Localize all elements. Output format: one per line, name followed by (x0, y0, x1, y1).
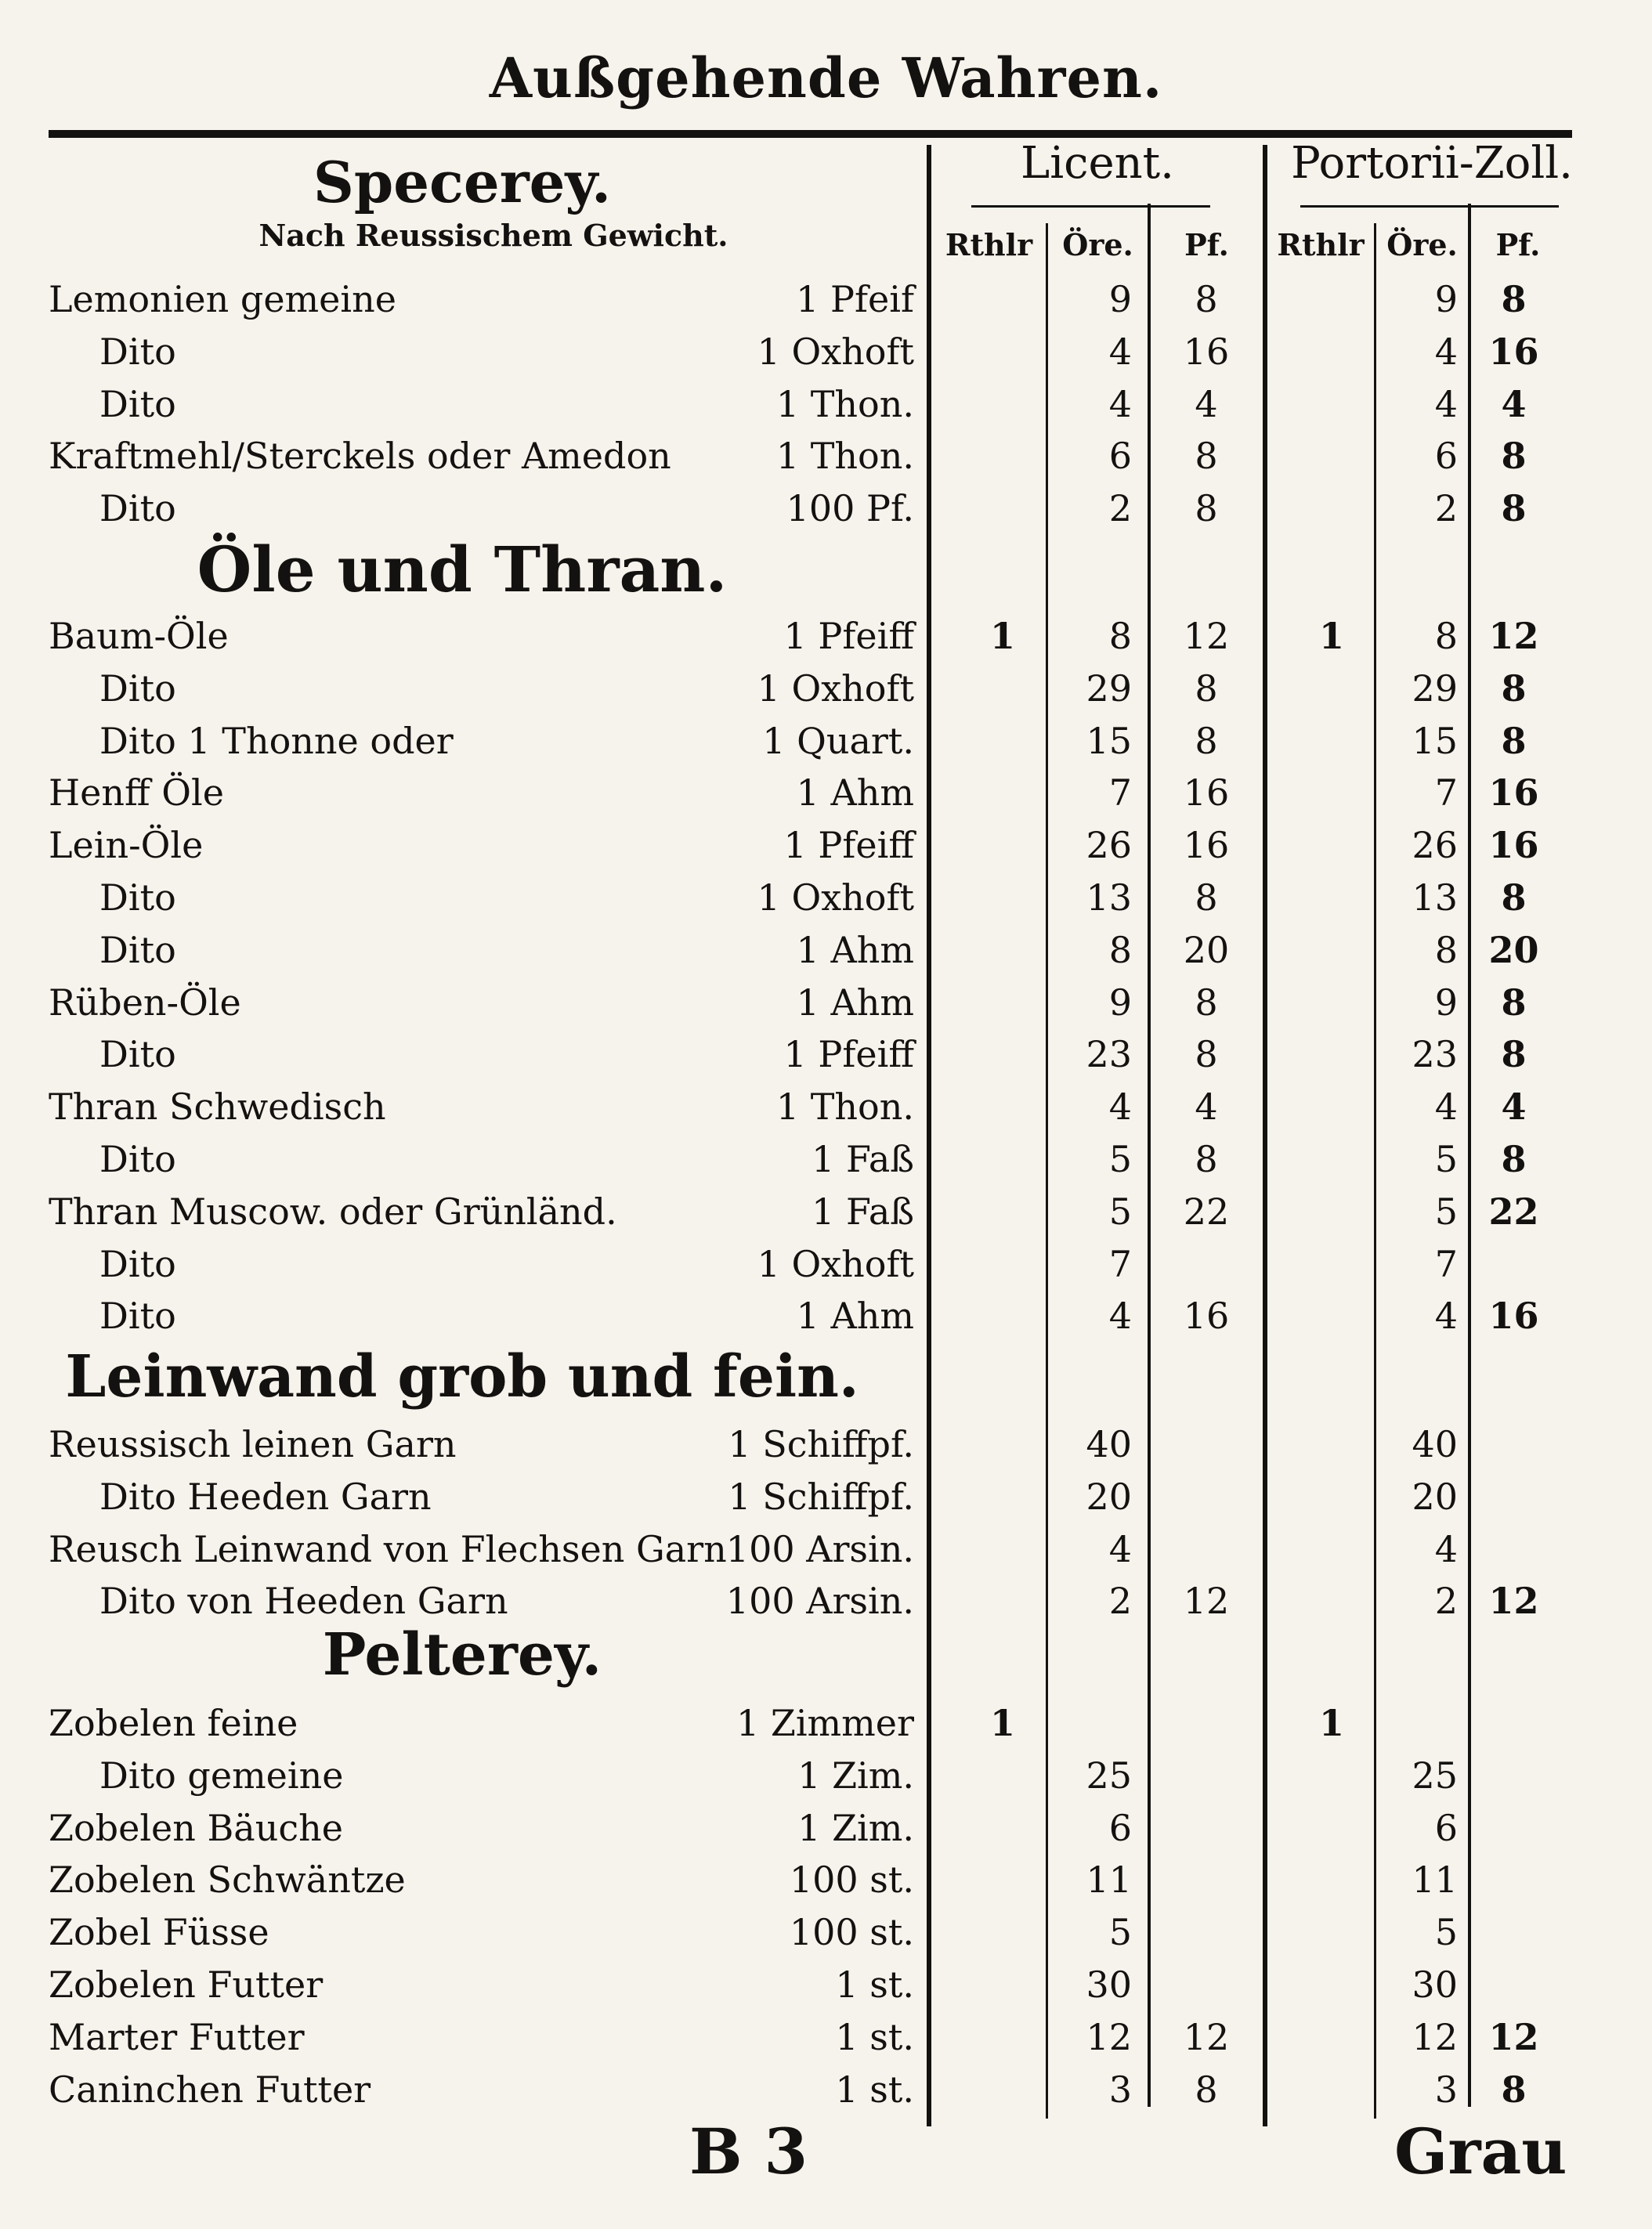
licent-ore: 5 (1108, 1138, 1132, 1180)
portorii-ore: 4 (1434, 1086, 1458, 1128)
licent-rthlr: 1 (989, 615, 1015, 657)
quantity-unit: 100 Pf. (786, 487, 914, 529)
portorii-ore: 4 (1434, 383, 1458, 425)
licent-pf: 8 (1195, 435, 1218, 477)
signature-mark: B 3 (689, 2115, 808, 2188)
licent-ore: 13 (1086, 876, 1132, 919)
table-row (0, 379, 1652, 429)
portorii-ore: 4 (1434, 331, 1458, 373)
quantity-unit: 1 Pfeiff (783, 824, 914, 866)
item-name: Zobelen Schwäntze (49, 1859, 406, 1901)
table-row (0, 483, 1652, 533)
table-row (0, 1291, 1652, 1341)
col-header-ore: Öre. (1062, 227, 1133, 262)
quantity-unit: 1 st. (835, 1963, 914, 2006)
portorii-ore: 13 (1412, 876, 1458, 919)
table-row (0, 274, 1652, 324)
portorii-pf: 8 (1501, 487, 1527, 529)
licent-ore: 8 (1108, 615, 1132, 657)
portorii-rthlr: 1 (1318, 615, 1344, 657)
portorii-pf: 8 (1501, 1033, 1527, 1075)
quantity-unit: 1 Zim. (797, 1807, 914, 1849)
item-name: Dito (99, 876, 176, 919)
quantity-unit: 1 Faß (812, 1190, 914, 1233)
quantity-unit: 1 Thon. (775, 383, 914, 425)
item-name: Dito (99, 1243, 176, 1285)
licent-pf: 8 (1195, 487, 1218, 529)
licent-ore: 4 (1108, 1295, 1132, 1337)
quantity-unit: 1 Schiffpf. (728, 1423, 914, 1465)
item-name: Lein-Öle (49, 824, 204, 866)
licent-pf: 12 (1183, 1580, 1230, 1622)
portorii-ore: 5 (1434, 1190, 1458, 1233)
portorii-ore: 40 (1412, 1423, 1458, 1465)
item-name: Zobelen Futter (49, 1963, 324, 2006)
item-name: Henff Öle (49, 771, 224, 814)
licent-ore: 5 (1108, 1190, 1132, 1233)
portorii-header: Portorii-Zoll. (1291, 138, 1573, 189)
table-row (0, 768, 1652, 818)
table-row (0, 716, 1652, 766)
table-row (0, 1698, 1652, 1748)
licent-pf: 12 (1183, 615, 1230, 657)
portorii-ore: 6 (1434, 435, 1458, 477)
section-heading: Specerey. (313, 149, 612, 215)
portorii-ore: 7 (1434, 1243, 1458, 1285)
table-row (0, 1082, 1652, 1132)
quantity-unit: 1 Zimmer (736, 1702, 914, 1744)
quantity-unit: 1 Oxhoft (757, 876, 914, 919)
item-name: Rüben-Öle (49, 981, 241, 1024)
licent-pf: 4 (1195, 383, 1218, 425)
item-name: Dito 1 Thonne oder (99, 720, 454, 762)
table-row (0, 1419, 1652, 1469)
item-name: Dito von Heeden Garn (99, 1580, 508, 1622)
portorii-pf: 8 (1501, 667, 1527, 710)
licent-pf: 16 (1183, 1295, 1230, 1337)
licent-ore: 4 (1108, 383, 1132, 425)
licent-ore: 4 (1108, 1086, 1132, 1128)
item-name: Lemonien gemeine (49, 278, 396, 320)
quantity-unit: 1 st. (835, 2016, 914, 2058)
portorii-ore: 8 (1434, 615, 1458, 657)
table-row (0, 1750, 1652, 1801)
licent-ore: 7 (1108, 771, 1132, 814)
header-underline (1300, 205, 1559, 208)
col-header-rthlr: Rthlr (1277, 227, 1365, 262)
licent-ore: 3 (1108, 2068, 1132, 2111)
portorii-ore: 15 (1412, 720, 1458, 762)
portorii-pf: 12 (1488, 2016, 1539, 2058)
quantity-unit: 100 Arsin. (725, 1528, 914, 1570)
licent-pf: 20 (1183, 929, 1230, 971)
item-name: Dito (99, 667, 176, 710)
item-name: Dito (99, 383, 176, 425)
table-row (0, 2012, 1652, 2062)
col-header-rthlr: Rthlr (945, 227, 1033, 262)
portorii-ore: 9 (1434, 278, 1458, 320)
table-row (0, 327, 1652, 377)
portorii-ore: 11 (1412, 1859, 1458, 1901)
item-name: Dito Heeden Garn (99, 1476, 432, 1518)
portorii-pf: 4 (1501, 1086, 1527, 1128)
quantity-unit: 100 Arsin. (725, 1580, 914, 1622)
licent-pf: 8 (1195, 1138, 1218, 1180)
portorii-pf: 16 (1488, 824, 1539, 866)
portorii-ore: 3 (1434, 2068, 1458, 2111)
portorii-ore: 4 (1434, 1528, 1458, 1570)
table-row (0, 820, 1652, 870)
portorii-pf: 8 (1501, 720, 1527, 762)
quantity-unit: 1 Pfeif (796, 278, 914, 320)
licent-ore: 8 (1108, 929, 1132, 971)
quantity-unit: 1 Oxhoft (757, 1243, 914, 1285)
table-row (0, 872, 1652, 923)
col-header-pf: Pf. (1495, 227, 1541, 262)
portorii-ore: 23 (1412, 1033, 1458, 1075)
licent-ore: 4 (1108, 331, 1132, 373)
portorii-ore: 8 (1434, 929, 1458, 971)
header-underline (971, 205, 1210, 208)
item-name: Reusch Leinwand von Flechsen Garn (49, 1528, 727, 1570)
licent-pf: 8 (1195, 1033, 1218, 1075)
table-row (0, 1907, 1652, 1957)
licent-pf: 8 (1195, 876, 1218, 919)
portorii-pf: 16 (1488, 1295, 1539, 1337)
page-title: Außgehende Wahren. (489, 45, 1163, 110)
licent-ore: 40 (1086, 1423, 1132, 1465)
catchword: Grau (1394, 2115, 1567, 2188)
licent-pf: 8 (1195, 278, 1218, 320)
table-row (0, 1855, 1652, 1905)
table-row (0, 1472, 1652, 1522)
portorii-pf: 22 (1488, 1190, 1539, 1233)
table-row (0, 663, 1652, 713)
portorii-ore: 9 (1434, 981, 1458, 1024)
portorii-pf: 12 (1488, 1580, 1539, 1622)
quantity-unit: 1 Ahm (796, 981, 914, 1024)
item-name: Dito (99, 331, 176, 373)
portorii-ore: 2 (1434, 487, 1458, 529)
item-name: Thran Muscow. oder Grünländ. (49, 1190, 617, 1233)
section-heading: Öle und Thran. (197, 533, 728, 606)
table-row (0, 977, 1652, 1028)
quantity-unit: 1 Oxhoft (757, 667, 914, 710)
licent-header: Licent. (1021, 138, 1174, 189)
quantity-unit: 1 Oxhoft (757, 331, 914, 373)
quantity-unit: 1 Ahm (796, 771, 914, 814)
quantity-unit: 100 st. (789, 1859, 914, 1901)
item-name: Dito (99, 1138, 176, 1180)
licent-ore: 5 (1108, 1911, 1132, 1953)
portorii-ore: 26 (1412, 824, 1458, 866)
table-row (0, 1524, 1652, 1574)
portorii-pf: 4 (1501, 383, 1527, 425)
licent-ore: 7 (1108, 1243, 1132, 1285)
table-row (0, 1960, 1652, 2010)
licent-pf: 16 (1183, 771, 1230, 814)
licent-ore: 26 (1086, 824, 1132, 866)
quantity-unit: 1 Ahm (796, 929, 914, 971)
portorii-ore: 7 (1434, 771, 1458, 814)
licent-ore: 2 (1108, 487, 1132, 529)
portorii-rthlr: 1 (1318, 1702, 1344, 1744)
table-row (0, 1029, 1652, 1079)
section-heading: Pelterey. (322, 1621, 602, 1689)
quantity-unit: 1 Thon. (775, 435, 914, 477)
portorii-pf: 8 (1501, 876, 1527, 919)
table-row (0, 2065, 1652, 2115)
portorii-ore: 25 (1412, 1754, 1458, 1797)
item-name: Zobelen feine (49, 1702, 298, 1744)
table-row (0, 925, 1652, 975)
licent-ore: 20 (1086, 1476, 1132, 1518)
unit-note: Nach Reussischem Gewicht. (258, 218, 728, 253)
table-row (0, 611, 1652, 661)
item-name: Dito (99, 929, 176, 971)
quantity-unit: 1 Zim. (797, 1754, 914, 1797)
portorii-ore: 6 (1434, 1807, 1458, 1849)
licent-ore: 6 (1108, 435, 1132, 477)
col-header-pf: Pf. (1184, 227, 1229, 262)
table-row (0, 1239, 1652, 1289)
quantity-unit: 1 Quart. (762, 720, 914, 762)
quantity-unit: 1 st. (835, 2068, 914, 2111)
portorii-ore: 29 (1412, 667, 1458, 710)
quantity-unit: 1 Thon. (775, 1086, 914, 1128)
portorii-pf: 8 (1501, 435, 1527, 477)
licent-pf: 4 (1195, 1086, 1218, 1128)
licent-pf: 8 (1195, 667, 1218, 710)
licent-ore: 25 (1086, 1754, 1132, 1797)
item-name: Caninchen Futter (49, 2068, 371, 2111)
table-row (0, 1576, 1652, 1626)
portorii-ore: 20 (1412, 1476, 1458, 1518)
item-name: Dito gemeine (99, 1754, 344, 1797)
item-name: Thran Schwedisch (49, 1086, 386, 1128)
licent-ore: 15 (1086, 720, 1132, 762)
quantity-unit: 100 st. (789, 1911, 914, 1953)
table-row (0, 1134, 1652, 1184)
quantity-unit: 1 Schiffpf. (728, 1476, 914, 1518)
portorii-ore: 5 (1434, 1911, 1458, 1953)
item-name: Reussisch leinen Garn (49, 1423, 457, 1465)
licent-ore: 29 (1086, 667, 1132, 710)
portorii-pf: 8 (1501, 981, 1527, 1024)
licent-pf: 12 (1183, 2016, 1230, 2058)
item-name: Kraftmehl/Sterckels oder Amedon (49, 435, 671, 477)
quantity-unit: 1 Ahm (796, 1295, 914, 1337)
licent-pf: 16 (1183, 331, 1230, 373)
portorii-pf: 16 (1488, 331, 1539, 373)
licent-pf: 8 (1195, 981, 1218, 1024)
section-heading: Leinwand grob und fein. (65, 1343, 859, 1411)
portorii-pf: 8 (1501, 278, 1527, 320)
licent-ore: 23 (1086, 1033, 1132, 1075)
portorii-pf: 16 (1488, 771, 1539, 814)
quantity-unit: 1 Pfeiff (783, 1033, 914, 1075)
portorii-ore: 2 (1434, 1580, 1458, 1622)
table-row (0, 1803, 1652, 1853)
item-name: Dito (99, 1295, 176, 1337)
table-row (0, 1187, 1652, 1237)
item-name: Dito (99, 487, 176, 529)
licent-pf: 8 (1195, 720, 1218, 762)
licent-pf: 22 (1183, 1190, 1230, 1233)
licent-pf: 16 (1183, 824, 1230, 866)
item-name: Marter Futter (49, 2016, 305, 2058)
licent-pf: 8 (1195, 2068, 1218, 2111)
licent-ore: 12 (1086, 2016, 1132, 2058)
licent-rthlr: 1 (989, 1702, 1015, 1744)
item-name: Zobelen Bäuche (49, 1807, 343, 1849)
portorii-ore: 5 (1434, 1138, 1458, 1180)
licent-ore: 4 (1108, 1528, 1132, 1570)
licent-ore: 9 (1108, 981, 1132, 1024)
licent-ore: 9 (1108, 278, 1132, 320)
item-name: Dito (99, 1033, 176, 1075)
col-header-ore: Öre. (1386, 227, 1458, 262)
licent-ore: 6 (1108, 1807, 1132, 1849)
portorii-pf: 8 (1501, 2068, 1527, 2111)
quantity-unit: 1 Pfeiff (783, 615, 914, 657)
portorii-ore: 30 (1412, 1963, 1458, 2006)
licent-ore: 11 (1086, 1859, 1132, 1901)
portorii-ore: 4 (1434, 1295, 1458, 1337)
portorii-ore: 12 (1412, 2016, 1458, 2058)
quantity-unit: 1 Faß (812, 1138, 914, 1180)
portorii-pf: 20 (1488, 929, 1539, 971)
licent-ore: 2 (1108, 1580, 1132, 1622)
item-name: Zobel Füsse (49, 1911, 269, 1953)
portorii-pf: 12 (1488, 615, 1539, 657)
table-row (0, 431, 1652, 481)
item-name: Baum-Öle (49, 615, 229, 657)
portorii-pf: 8 (1501, 1138, 1527, 1180)
licent-ore: 30 (1086, 1963, 1132, 2006)
header-rule (49, 130, 1572, 138)
